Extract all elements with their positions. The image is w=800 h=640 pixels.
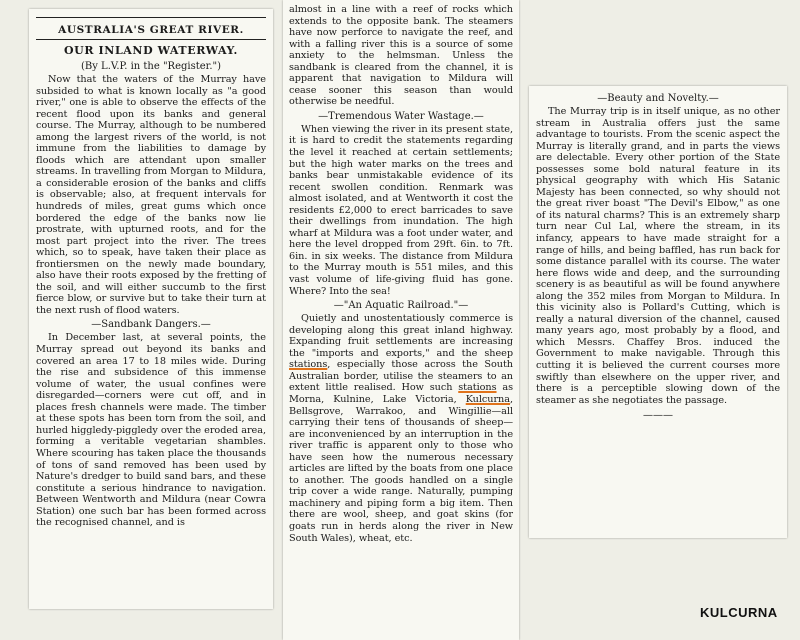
top-rule: [36, 17, 266, 18]
highlighted-word-stations-2: stations: [458, 382, 497, 394]
article-byline: (By L.V.P. in the "Register."): [80, 61, 222, 72]
article-title: AUSTRALIA'S GREAT RIVER.: [58, 24, 244, 36]
railroad-text-2: , especially those across the South Australian border, utilise the steamers to an extent little realised. How such: [289, 359, 513, 394]
railroad-paragraph: [289, 313, 513, 544]
article-column-1: [29, 9, 273, 609]
sandbank-paragraph: In December last, at several points, the Murray spread out beyond its banks and covered an area 17 to 18 miles wide. During the rise and subsidence of this immense volume of water, the usual confines were disregarded—corners were cut off, and in places fresh channels were made. The timber at these spots has been torn from the soil, and hurled higgledy-piggledy over the eroded area, forming a veritable vegetarian shambles. Where scouring has taken place the thousands of tons of sand removed has been used by Nature's dredger to build sand bars, and these constitute a serious hindrance to navigation. Between Wentworth and Mildura (near Cowra Station) one such bar has been formed across the recognised channel, and is: [36, 332, 266, 529]
wastage-paragraph: When viewing the river in its present state, it is hard to credit the statements regarding the level it reached at certain settlements; but the high water marks on the trees and banks bear unmistakable evidence of its recent swollen condition. Renmark was almost isolated, and at Wentworth it cost the residents £2,000 to erect barricades to save their dwellings from inundation. The high wharf at Mildura was a foot under water, and here the level dropped from 29ft. 6in. to 7ft. 6in. in six weeks. The distance from Mildura to the Murray mouth is 551 miles, and this vast volume of life-giving fluid has gone. Where? Into the sea!: [289, 123, 513, 297]
title-rule: [36, 39, 266, 40]
end-mark: ———: [643, 410, 673, 422]
highlighted-word-stations: stations: [289, 359, 328, 371]
railroad-text-4: , Bellsgrove, Warrakoo, and Wingillie—all carrying their tens of thousands of sheep—are inconvenienced by an interruption in the river traffic is apparent only to those who have seen how the numerous necessary articles are lifted by the boats from one place to another. The goods handled on a single trip cover a wide range. Naturally, pumping machinery and piping form a big item. Then there are wool, sheep, and goat skins (for goats run in herds along the river in New South Wales), wheat, etc.: [289, 393, 514, 544]
railroad-text-3: as Morna, Kulnine, Lake Victoria,: [289, 382, 514, 405]
beauty-heading: —Beauty and Novelty.—: [597, 93, 719, 104]
continued-paragraph: almost in a line with a reef of rocks which extends to the opposite bank. The steamers have now perforce to navigate the reef, and with a falling river this is a source of some anxiety to the helmsman. Unless the sandbank is cleared from the channel, it is apparent that navigation to Mildura will cease sooner this season than would otherwise be needful.: [289, 4, 513, 108]
wastage-heading: —Tremendous Water Wastage.—: [318, 110, 484, 122]
sandbank-heading: —Sandbank Dangers.—: [91, 319, 211, 331]
article-column-2: [283, 0, 519, 640]
intro-paragraph: Now that the waters of the Murray have subsided to what is known locally as "a good river," one is able to observe the effects of the recent flood upon its banks and general course. The Murray, although to be numbered among the largest rivers of the world, is not immune from the liabilities to damage by floods which are attendant upon smaller streams. In travelling from Morgan to Mildura, a considerable erosion of the banks and cliffs is observable; also, at frequent intervals for hundreds of miles, great gums which once bordered the edge of the banks now lie prostrate, with upturned roots, and for the most part project into the river. The trees which, so to speak, have taken their place as frontiersmen on the newly made boundary, also have their roots exposed by the fretting of the soil, and will either succumb to the first fierce blow, or survive but to take their turn at the next rush of flood waters.: [36, 74, 266, 316]
highlighted-word-kulcurna: Kulcurna: [465, 393, 510, 405]
article-column-3: [529, 86, 787, 538]
railroad-text-1: Quietly and unostentatiously commerce is developing along this great inland highway. Expanding fruit settlements are increasing the "imports and exports," and the sheep: [289, 313, 513, 359]
image-caption: KULCURNA: [700, 605, 778, 620]
article-subtitle: OUR INLAND WATERWAY.: [64, 44, 238, 57]
beauty-paragraph: The Murray trip is in itself unique, as no other stream in Australia offers just the same advantage to tourists. From the scenic aspect the Murray is literally grand, and in parts the views are delectable. Every other portion of the State possesses some bold natural feature in its physical geography with which His Satanic Majesty has been connected, so why should not the great river boast "The Devil's Elbow," as one of its natural charms? This is an extremely sharp turn near Cul Lal, where the stream, in its infancy, appears to have made straight for a range of hills, and being baffled, has run back for some distance parallel with its course. The water here flows wide and deep, and the surrounding scenery is as beautiful as will be found anywhere along the 352 miles from Morgan to Mildura. In this vicinity also is Pollard's Cutting, which is really a natural diversion of the channel, caused many years ago, most probably by a flood, and which Messrs. Chaffey Bros. induced the Government to make navigable. Through this cutting it is believed the current courses more swiftly than elsewhere on the upper river, and there is a perceptible slowing down of the steamer as she negotiates the passage.: [536, 106, 780, 406]
railroad-heading: —"An Aquatic Railroad."—: [333, 300, 469, 312]
